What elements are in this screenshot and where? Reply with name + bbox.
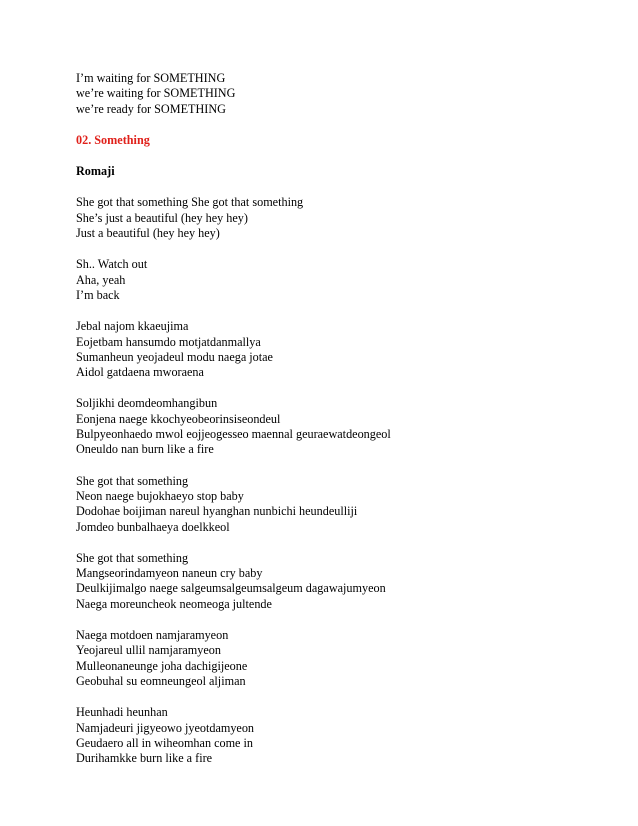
lyric-line: Sumanheun yeojadeul modu naega jotae — [76, 349, 273, 364]
lyric-line: Naega motdoen namjaramyeon — [76, 628, 229, 643]
stanza — [76, 628, 596, 689]
lyric-line: Deulkijimalgo naege salgeumsalgeumsalgeum dagawajumyeon — [76, 581, 386, 596]
stanza — [76, 396, 596, 457]
lyric-line: Mangseorindamyeon naneun cry baby — [76, 566, 263, 581]
lyric-line: Eojetbam hansumdo motjatdanmallya — [76, 334, 261, 349]
spacer — [76, 689, 596, 705]
spacer — [76, 241, 596, 257]
lyrics-body — [76, 195, 596, 766]
spacer — [76, 179, 596, 195]
stanza — [76, 474, 596, 535]
spacer — [76, 148, 596, 164]
lyric-line: Geudaero all in wiheomhan come in — [76, 735, 253, 750]
lyric-line: She got that something — [76, 473, 189, 488]
stanza — [76, 257, 596, 303]
lyric-line: Heunhadi heunhan — [76, 705, 168, 720]
lyric-line: She’s just a beautiful (hey hey hey) — [76, 210, 248, 225]
section-subtitle: Romaji — [76, 164, 115, 179]
lyric-line: Sh.. Watch out — [76, 257, 148, 272]
lyric-line: Geobuhal su eomneungeol aljiman — [76, 673, 246, 688]
lyric-line: Neon naege bujokhaeyo stop baby — [76, 488, 244, 503]
lyric-line: I’m back — [76, 287, 120, 302]
spacer — [76, 117, 596, 133]
spacer — [76, 535, 596, 551]
lyric-line: Naega moreuncheok neomeoga jultende — [76, 596, 272, 611]
lyric-line: I’m waiting for SOMETHING — [76, 71, 226, 85]
lyric-line: we’re ready for SOMETHING — [76, 101, 226, 116]
lyric-line: She got that something She got that something — [76, 195, 304, 210]
stanza — [76, 319, 596, 380]
lyric-line: Mulleonaneunge joha dachigijeone — [76, 658, 248, 673]
lyric-line: Dodohae boijiman nareul hyanghan nunbichi heundeulliji — [76, 504, 358, 519]
spacer — [76, 458, 596, 474]
lyric-line: Jebal najom kkaeujima — [76, 319, 189, 334]
stanza — [76, 705, 596, 766]
lyric-line: we’re waiting for SOMETHING — [76, 86, 236, 101]
lyric-line: Aha, yeah — [76, 272, 126, 287]
lyric-line: Aidol gatdaena mworaena — [76, 365, 204, 380]
lyric-line: Yeojareul ullil namjaramyeon — [76, 643, 221, 658]
lyric-line: Oneuldo nan burn like a fire — [76, 442, 214, 457]
lyric-line: Bulpyeonhaedo mwol eojjeogesseo maennal geuraewatdeongeol — [76, 427, 391, 442]
spacer — [76, 612, 596, 628]
document-page — [76, 71, 596, 766]
lyric-line: Namjadeuri jigyeowo jyeotdamyeon — [76, 720, 255, 735]
lyric-line: Soljikhi deomdeomhangibun — [76, 396, 218, 411]
lyric-line: Just a beautiful (hey hey hey) — [76, 226, 220, 241]
spacer — [76, 303, 596, 319]
lyric-line: She got that something — [76, 550, 189, 565]
lyric-line: Durihamkke burn like a fire — [76, 751, 213, 766]
stanza — [76, 551, 596, 612]
lyric-line: Jomdeo bunbalhaeya doelkkeol — [76, 519, 230, 534]
section-title: 02. Something — [76, 132, 150, 147]
spacer — [76, 380, 596, 396]
intro-stanza — [76, 71, 596, 117]
lyric-line: Eonjena naege kkochyeobeorinsiseondeul — [76, 411, 281, 426]
stanza — [76, 195, 596, 241]
